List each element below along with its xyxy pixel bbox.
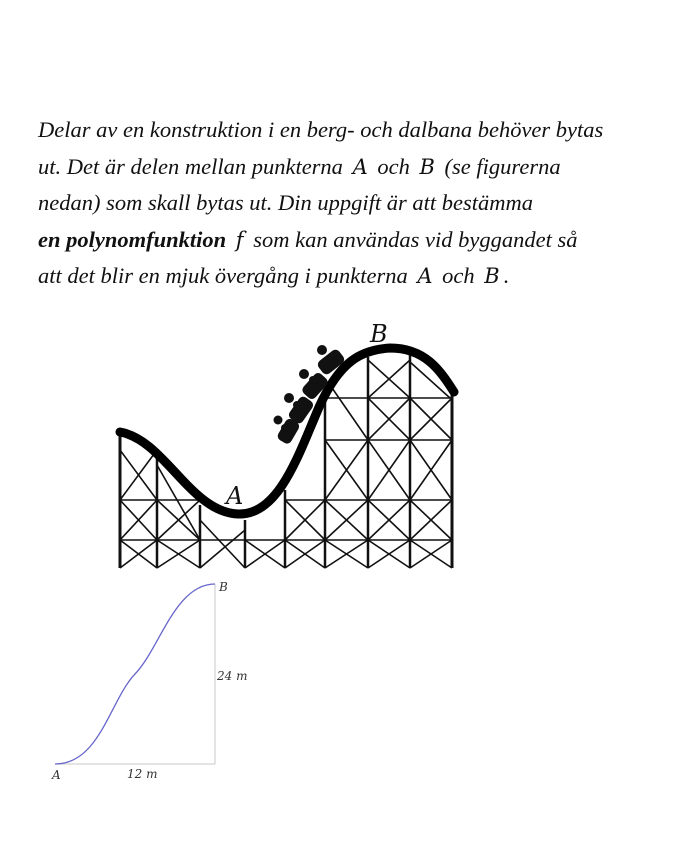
problem-line-5-text: att det blir en mjuk övergång i punkterna [38, 263, 408, 288]
polynomial-function-phrase: en polynomfunktion [38, 226, 227, 252]
roller-coaster-illustration [0, 300, 688, 590]
problem-line-4 [38, 222, 668, 259]
problem-statement [38, 112, 668, 295]
diagram-point-a: A [52, 768, 61, 782]
diagram-point-b: B [219, 580, 228, 594]
function-f-symbol: f [235, 227, 244, 252]
problem-line-2-text: ut. Det är delen mellan punkterna [38, 153, 343, 179]
illustration-label-b: B [370, 320, 388, 348]
problem-line-2 [38, 149, 668, 186]
polynomial-curve [55, 584, 215, 764]
problem-line-1: Delar av en konstruktion i en berg- och dalbana behöver bytas [38, 117, 604, 142]
problem-line-4-text: som kan användas vid byggandet så [253, 226, 578, 252]
point-a-symbol-2: A [417, 264, 433, 288]
height-label: 24 m [217, 669, 248, 683]
problem-line-3: nedan) som skall bytas ut. Din uppgift är att bestämma [38, 190, 533, 215]
width-label: 12 m [127, 767, 158, 781]
point-b-symbol-2: B [484, 264, 500, 288]
illustration-label-a: A [226, 482, 244, 510]
period: . [503, 263, 510, 288]
och-word-2: och [442, 263, 475, 288]
problem-line-5 [38, 258, 668, 295]
curve-diagram [0, 570, 300, 800]
point-a-symbol: A [352, 154, 368, 179]
point-b-symbol: B [419, 154, 435, 179]
och-word: och [377, 153, 410, 179]
problem-line-2-end: (se figurerna [444, 153, 561, 179]
